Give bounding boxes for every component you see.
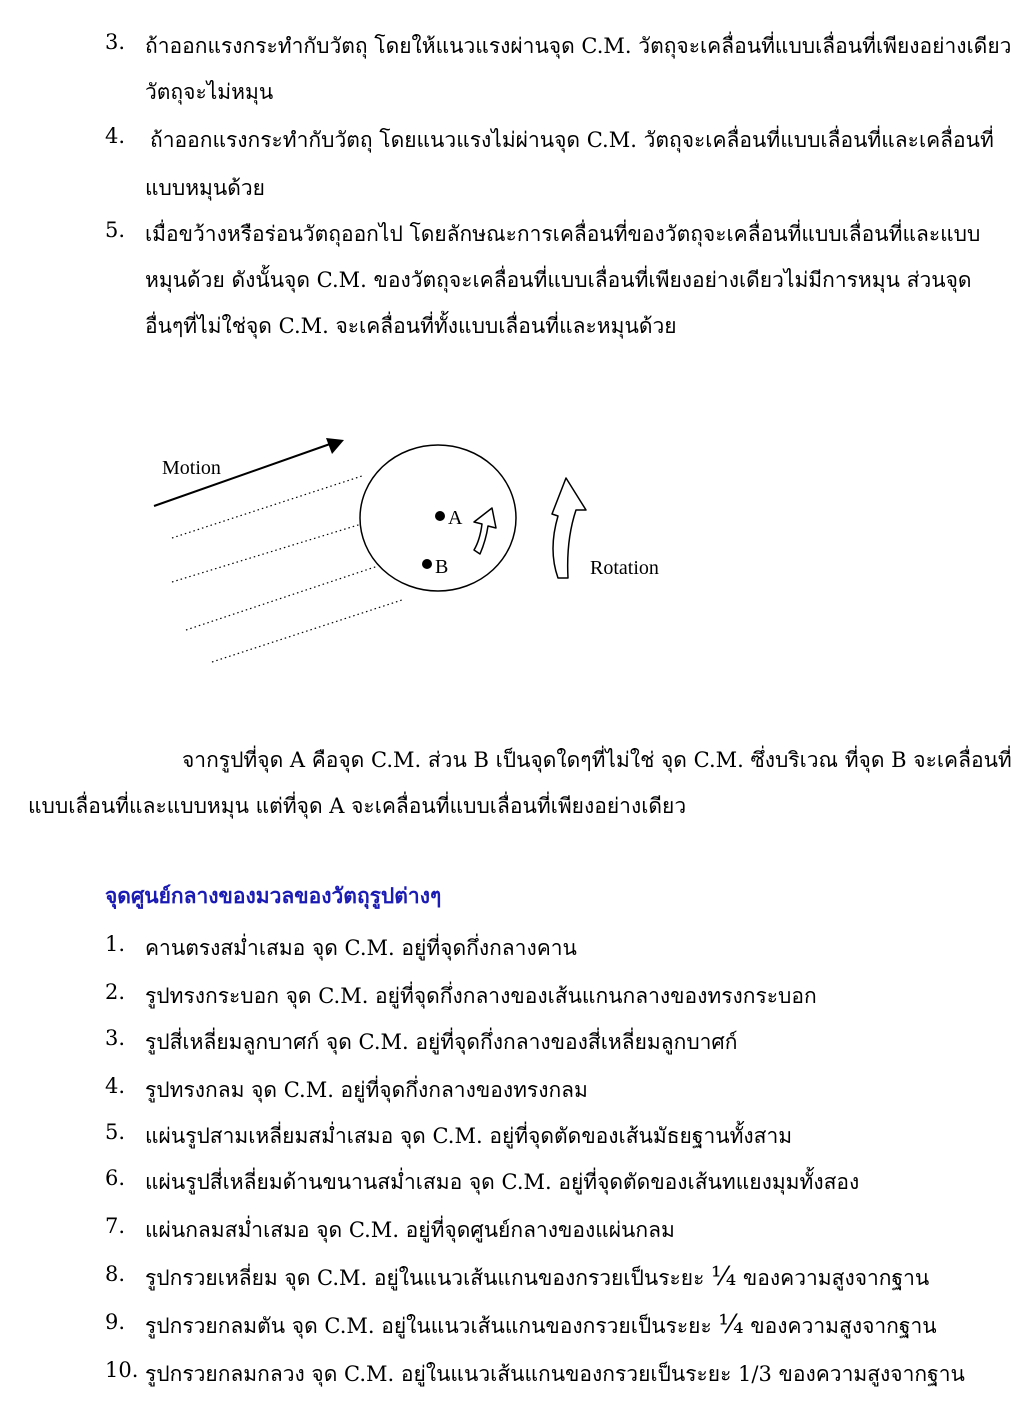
item-text-line: ถ้าออกแรงกระทำกับวัตถุ โดยให้แนวแรงผ่านจุด C.M. วัตถุจะเคลื่อนที่แบบเลื่อนที่เพียงอย่างเดียว — [145, 34, 1012, 58]
item-text-line: หมุนด้วย ดังนั้นจุด C.M. ของวัตถุจะเคลื่อนที่แบบเลื่อนที่เพียงอย่างเดียวไม่มีการหมุน ส่วนจุด — [145, 268, 972, 292]
item-text-line: อื่นๆที่ไม่ใช่จุด C.M. จะเคลื่อนที่ทั้งแบบเลื่อนที่และหมุนด้วย — [145, 314, 677, 338]
item-text-after: ของความสูงจากฐาน — [743, 1314, 937, 1338]
item-number: 9. — [105, 1310, 126, 1334]
item-number: 3. — [105, 30, 126, 54]
rotation-arrow-icon — [552, 478, 586, 578]
point-b-dot — [422, 559, 432, 569]
motion-rotation-diagram — [140, 430, 700, 670]
explanation-line: แบบเลื่อนที่และแบบหมุน แต่ที่จุด A จะเคลื่อนที่แบบเลื่อนที่เพียงอย่างเดียว — [28, 794, 687, 818]
item-text-after: ของความสูงจากฐาน — [736, 1266, 930, 1290]
item-text — [145, 1310, 937, 1343]
item-text: แผ่นรูปสามเหลี่ยมสม่ำเสมอ จุด C.M. อยู่ที่จุดตัดของเส้นมัธยฐานทั้งสาม — [145, 1124, 793, 1148]
item-number: 2. — [105, 980, 126, 1004]
section-heading: จุดศูนย์กลางของมวลของวัตถุรูปต่างๆ — [105, 883, 442, 908]
item-text-before: รูปกรวยกลมตัน จุด C.M. อยู่ในแนวเส้นแกนของกรวยเป็นระยะ — [145, 1314, 719, 1338]
item-text: แผ่นกลมสม่ำเสมอ จุด C.M. อยู่ที่จุดศูนย์กลางของแผ่นกลม — [145, 1218, 675, 1242]
item-number: 5. — [105, 218, 126, 242]
rotation-label: Rotation — [590, 557, 659, 579]
item-number: 5. — [105, 1120, 126, 1144]
point-a-label: A — [448, 507, 463, 529]
item-text: แผ่นรูปสี่เหลี่ยมด้านขนานสม่ำเสมอ จุด C.M. อยู่ที่จุดตัดของเส้นทแยงมุมทั้งสอง — [145, 1170, 860, 1194]
item-number: 10. — [105, 1358, 139, 1382]
item-text-line: เมื่อขว้างหรือร่อนวัตถุออกไป โดยลักษณะการเคลื่อนที่ของวัตถุจะเคลื่อนที่แบบเลื่อนที่และแบบ — [145, 222, 981, 246]
item-number: 4. — [105, 124, 126, 148]
item-text: รูปทรงกระบอก จุด C.M. อยู่ที่จุดกึ่งกลางของเส้นแกนกลางของทรงกระบอก — [145, 984, 817, 1008]
motion-label: Motion — [162, 457, 221, 479]
fraction-quarter: ¼ — [711, 1262, 737, 1292]
item-text: รูปกรวยกลมกลวง จุด C.M. อยู่ในแนวเส้นแกนของกรวยเป็นระยะ 1/3 ของความสูงจากฐาน — [145, 1362, 965, 1386]
item-text: คานตรงสม่ำเสมอ จุด C.M. อยู่ที่จุดกึ่งกลางคาน — [145, 936, 577, 960]
item-text-line: ถ้าออกแรงกระทำกับวัตถุ โดยแนวแรงไม่ผ่านจุด C.M. วัตถุจะเคลื่อนที่แบบเลื่อนที่และเคลื่อนที่ — [150, 128, 994, 152]
point-b-label: B — [435, 556, 449, 578]
item-text — [145, 1262, 929, 1295]
item-text-line: แบบหมุนด้วย — [145, 176, 265, 200]
fraction-quarter: ¼ — [718, 1310, 744, 1340]
item-text-before: รูปกรวยเหลี่ยม จุด C.M. อยู่ในแนวเส้นแกนของกรวยเป็นระยะ — [145, 1266, 712, 1290]
item-text: รูปทรงกลม จุด C.M. อยู่ที่จุดกึ่งกลางของทรงกลม — [145, 1078, 588, 1102]
item-number: 4. — [105, 1074, 126, 1098]
item-number: 7. — [105, 1214, 126, 1238]
item-text: รูปสี่เหลี่ยมลูกบาศก์ จุด C.M. อยู่ที่จุดกึ่งกลางของสี่เหลี่ยมลูกบาศก์ — [145, 1030, 738, 1054]
item-number: 6. — [105, 1166, 126, 1190]
item-text-line: วัตถุจะไม่หมุน — [145, 80, 274, 104]
item-number: 1. — [105, 932, 126, 956]
point-a-dot — [435, 511, 445, 521]
item-number: 3. — [105, 1026, 126, 1050]
item-number: 8. — [105, 1262, 126, 1286]
explanation-line: จากรูปที่จุด A คือจุด C.M. ส่วน B เป็นจุดใดๆที่ไม่ใช่ จุด C.M. ซึ่งบริเวณ ที่จุด B จะเคลื่อนที่ — [182, 748, 1012, 772]
